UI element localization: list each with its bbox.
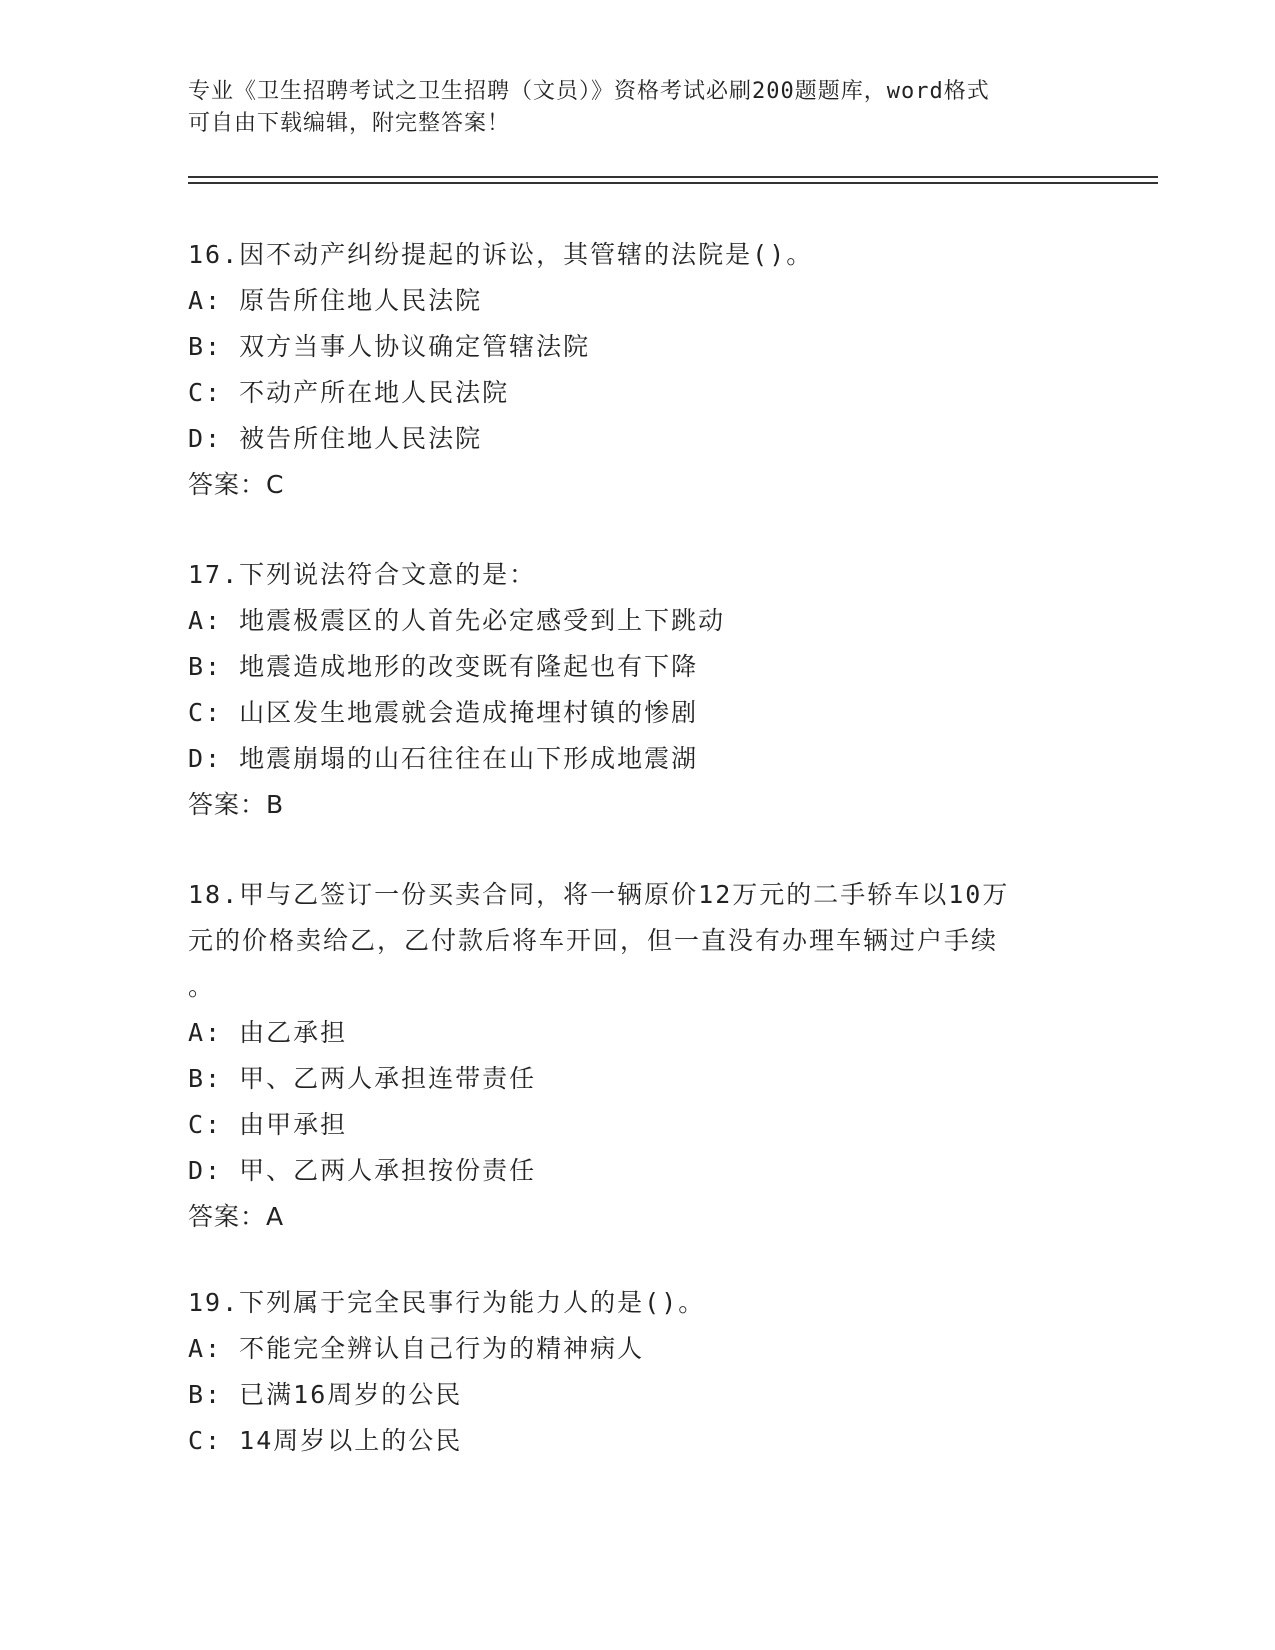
- header-divider-top: [188, 176, 1158, 178]
- option-d: D: 甲、乙两人承担按份责任: [188, 1156, 537, 1185]
- document-header: [188, 76, 1088, 140]
- header-divider-bottom: [188, 182, 1158, 184]
- question-16: [188, 232, 1088, 508]
- option-c: C: 山区发生地震就会造成掩埋村镇的惨剧: [188, 698, 699, 727]
- intro-line-2: 可自由下载编辑，附完整答案！: [188, 111, 511, 136]
- option-a: A: 原告所住地人民法院: [188, 286, 483, 315]
- question-18: [188, 872, 1088, 1240]
- answer-line: 答案：A: [188, 1202, 285, 1231]
- option-b: B: 地震造成地形的改变既有隆起也有下降: [188, 652, 699, 681]
- option-b: B: 已满16周岁的公民: [188, 1380, 463, 1409]
- option-c: C: 由甲承担: [188, 1110, 348, 1139]
- question-stem-line-1: 18.甲与乙签订一份买卖合同，将一辆原价12万元的二手轿车以10万: [188, 880, 1010, 909]
- option-d: D: 地震崩塌的山石往往在山下形成地震湖: [188, 744, 699, 773]
- option-b: B: 双方当事人协议确定管辖法院: [188, 332, 591, 361]
- question-stem-line-3: 。: [188, 972, 216, 1001]
- question-stem-line-2: 元的价格卖给乙，乙付款后将车开回，但一直没有办理车辆过户手续: [188, 926, 999, 955]
- option-a: A: 地震极震区的人首先必定感受到上下跳动: [188, 606, 726, 635]
- intro-line-1: 专业《卫生招聘考试之卫生招聘（文员）》资格考试必刷200题题库，word格式: [188, 79, 990, 104]
- answer-line: 答案：B: [188, 790, 285, 819]
- question-stem: 19.下列属于完全民事行为能力人的是()。: [188, 1288, 706, 1317]
- option-a: A: 由乙承担: [188, 1018, 348, 1047]
- option-a: A: 不能完全辨认自己行为的精神病人: [188, 1334, 645, 1363]
- question-stem: 17.下列说法符合文意的是：: [188, 560, 537, 589]
- option-b: B: 甲、乙两人承担连带责任: [188, 1064, 537, 1093]
- question-19: [188, 1280, 1088, 1464]
- option-c: C: 不动产所在地人民法院: [188, 378, 510, 407]
- answer-line: 答案：C: [188, 470, 285, 499]
- question-stem: 16.因不动产纠纷提起的诉讼，其管辖的法院是()。: [188, 240, 814, 269]
- question-17: [188, 552, 1088, 828]
- option-c: C: 14周岁以上的公民: [188, 1426, 463, 1455]
- option-d: D: 被告所住地人民法院: [188, 424, 483, 453]
